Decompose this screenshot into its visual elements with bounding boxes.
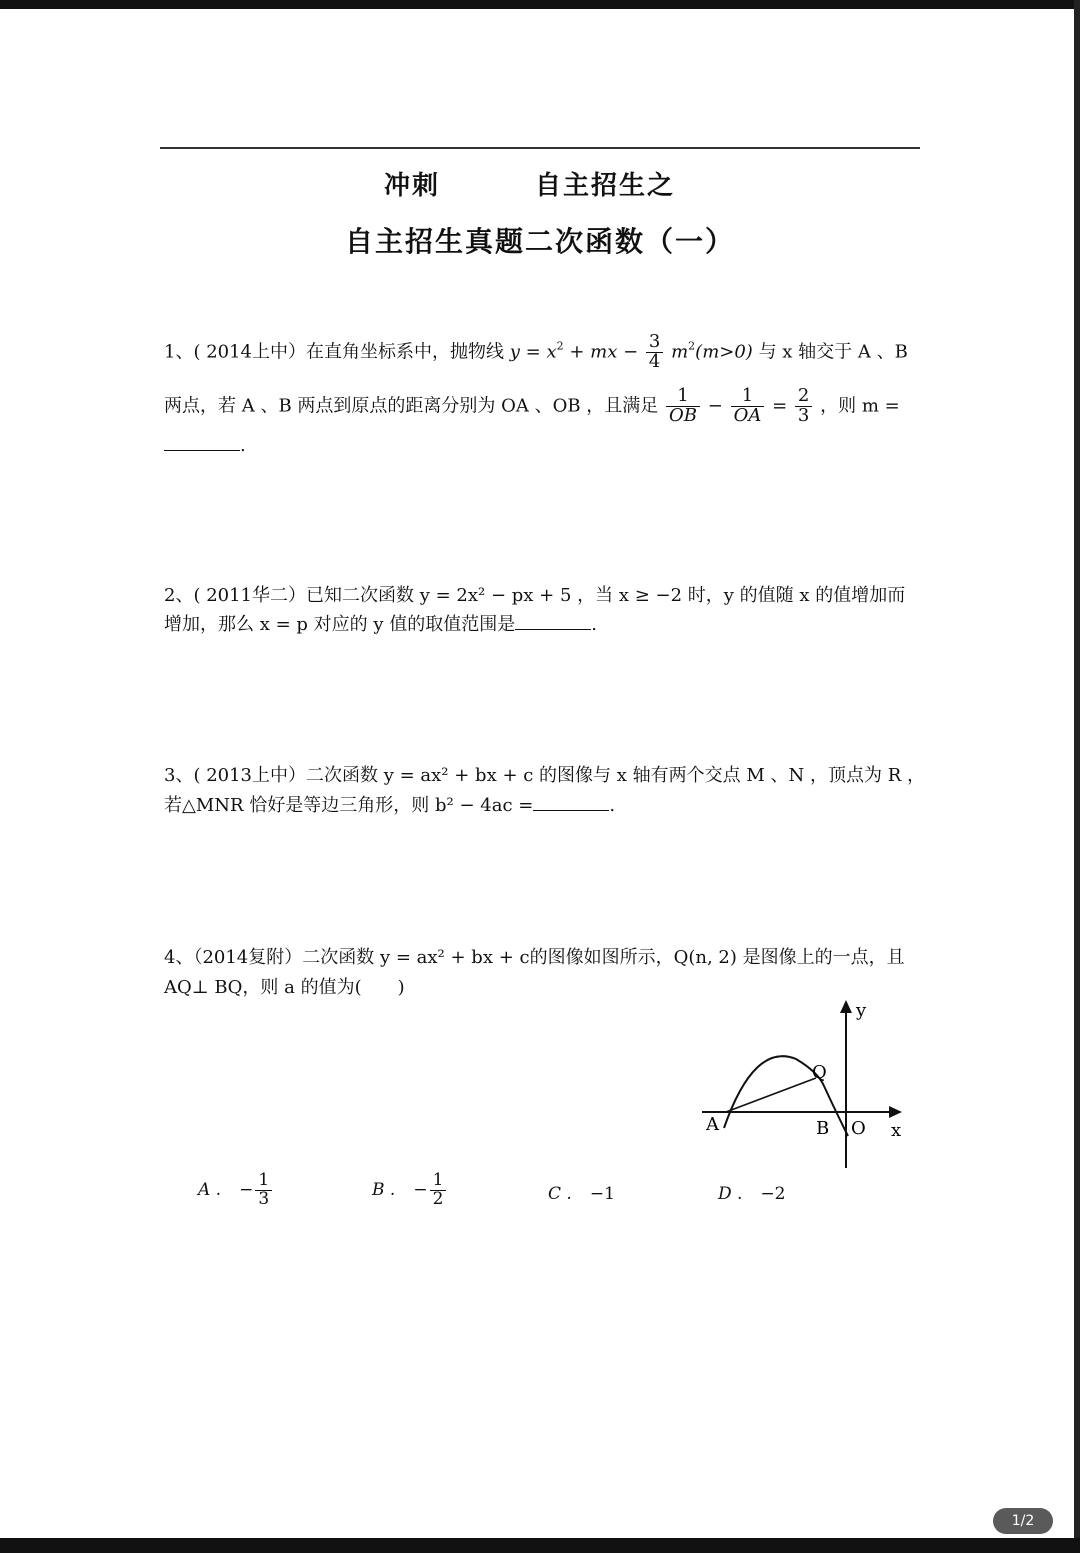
choice-a-label: A . (198, 1179, 222, 1200)
bottom-bar (0, 1538, 1080, 1553)
q4-line-1: 4、（2014复附）二次函数 y = ax² + bx + c的图像如图所示，Q(n, 2) 是图像上的一点，且 (164, 947, 905, 968)
top-bar (0, 0, 1080, 9)
q1-equals: = (772, 395, 788, 417)
page-subtitle: 自主招生真题二次函数（一） (344, 225, 735, 258)
point-b-label: B (816, 1118, 830, 1139)
choice-d[interactable] (718, 1184, 786, 1204)
q1-line-2 (164, 387, 900, 426)
q1-prefix: 1、( 2014上中）在直角坐标系中，抛物线 (164, 341, 505, 363)
q3-line2-a: 若△MNR 恰好是等边三角形，则 b² − 4ac = (164, 795, 534, 816)
q1-frac-num: 3 (646, 333, 663, 353)
q2-line-1: 2、( 2011华二）已知二次函数 y = 2x² − px + 5 ，当 x ≥ −2 时，y 的值随 x 的值增加而 (164, 585, 906, 606)
choice-a-frac (255, 1172, 272, 1209)
q1-exp: 2 (556, 339, 564, 353)
q1-line2-a: 两点，若 A 、B 两点到原点的距离分别为 OA 、OB ，且满足 (164, 395, 659, 417)
q2-answer-blank[interactable] (515, 615, 591, 630)
origin-label: O (851, 1118, 866, 1139)
choice-c[interactable] (548, 1184, 615, 1204)
q1-frac-2-3 (795, 387, 812, 426)
choice-c-value: −1 (589, 1184, 615, 1204)
x-axis-label: x (891, 1120, 902, 1141)
choice-d-label: D . (718, 1184, 743, 1204)
page-indicator[interactable]: 1/2 (993, 1508, 1053, 1534)
y-axis-label: y (856, 1000, 867, 1021)
q1-f1-den: OB (669, 404, 698, 426)
q1-eq-pre: y = x (509, 341, 557, 363)
choice-b-den: 2 (432, 1188, 444, 1209)
q2-period: . (591, 614, 597, 635)
choice-b-sign: − (413, 1179, 428, 1200)
q1-frac-1-ob (666, 387, 700, 426)
choice-b-num: 1 (430, 1172, 447, 1191)
header-rule (160, 147, 920, 149)
q1-eq-m: m (671, 341, 689, 363)
choice-a-num: 1 (255, 1172, 272, 1191)
choice-b-label: B . (372, 1179, 396, 1200)
q1-eq-mid: + mx − (563, 341, 639, 363)
choice-d-value: −2 (760, 1184, 786, 1204)
q1-cond: (m>0) (695, 341, 753, 363)
point-q-label: Q (812, 1062, 827, 1083)
parabola-curve (724, 1056, 848, 1136)
q1-line-3 (164, 434, 246, 458)
title-part-b: 自主招生之 (535, 171, 676, 201)
q1-line2-b: ，则 m = (820, 395, 900, 417)
q1-f1-num: 1 (666, 387, 700, 407)
choice-a[interactable] (198, 1172, 274, 1209)
q1-f2-den: OA (733, 404, 762, 426)
point-a-label: A (706, 1114, 719, 1135)
q2-line-2 (164, 613, 597, 637)
q3-period: . (609, 795, 616, 816)
q4-parabola-graph (696, 994, 914, 1170)
choice-b-frac (430, 1172, 447, 1209)
choice-a-sign: − (239, 1179, 254, 1200)
choice-c-label: C . (548, 1184, 572, 1204)
x-axis-arrow-icon (889, 1106, 902, 1118)
q1-exp2: 2 (688, 339, 696, 353)
q1-suffix: 与 x 轴交于 A 、B (758, 341, 908, 363)
q3-line-2 (164, 794, 615, 818)
q2-line2-a: 增加，那么 x = p 对应的 y 值的取值范围是 (164, 614, 516, 635)
q1-minus: − (707, 395, 723, 417)
q1-period: . (240, 435, 246, 456)
y-axis-arrow-icon (840, 1000, 852, 1013)
q1-frac-1-oa (731, 387, 765, 426)
q1-f2-num: 1 (731, 387, 765, 407)
choice-b[interactable] (372, 1172, 448, 1209)
q1-frac-den: 4 (648, 350, 661, 372)
q1-answer-blank[interactable] (164, 436, 240, 451)
segment-aq (726, 1078, 816, 1112)
q1-frac-3-4 (646, 333, 663, 372)
q1-line-1 (164, 333, 908, 372)
q1-f3-num: 2 (795, 387, 812, 407)
title-part-a: 冲刺 (384, 171, 441, 201)
q1-f3-den: 3 (797, 404, 810, 426)
choice-a-den: 3 (258, 1188, 270, 1209)
q4-line-2: AQ⊥ BQ，则 a 的值为( ) (164, 977, 405, 998)
q3-answer-blank[interactable] (533, 796, 609, 811)
q3-line-1: 3、( 2013上中）二次函数 y = ax² + bx + c 的图像与 x 轴有两个交点 M 、N ，顶点为 R ， (164, 765, 925, 786)
